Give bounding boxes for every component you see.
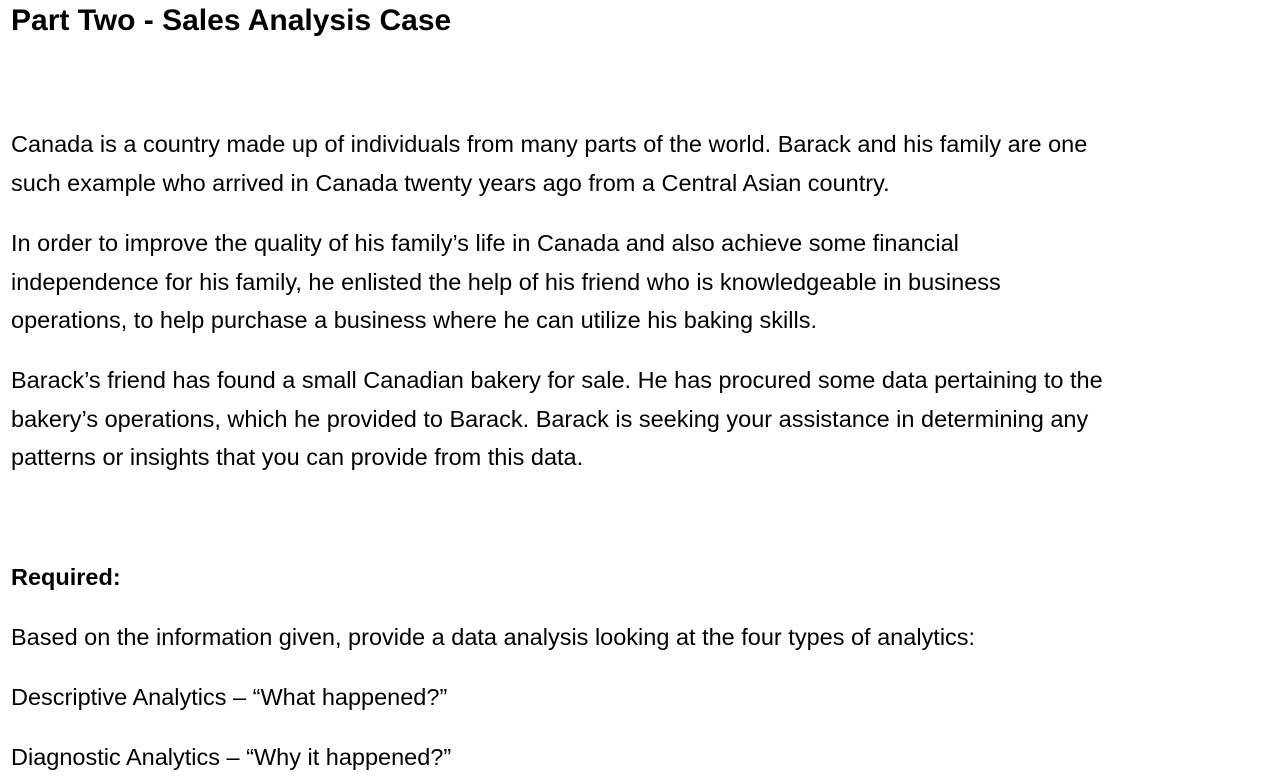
analytics-item-descriptive: Descriptive Analytics – “What happened?” [11,684,448,710]
paragraph-goal [11,224,1269,340]
paragraph-line: operations, to help purchase a business where he can utilize his baking skills. [11,307,817,333]
paragraph-line: Barack’s friend has found a small Canadian bakery for sale. He has procured some data pertaining to the [11,367,1103,393]
paragraph-line: In order to improve the quality of his family’s life in Canada and also achieve some financial [11,230,959,256]
paragraph-line: independence for his family, he enlisted the help of his friend who is knowledgeable in business [11,268,1001,295]
paragraph-line: bakery’s operations, which he provided to Barack. Barack is seeking your assistance in determining any [11,405,1089,432]
paragraph-line: patterns or insights that you can provide from this data. [11,444,584,470]
instruction-text: Based on the information given, provide a data analysis looking at the four types of analytics: [11,624,976,650]
paragraph-line: such example who arrived in Canada twenty years ago from a Central Asian country. [11,169,890,196]
document-title: Part Two - Sales Analysis Case [11,4,452,37]
paragraph-bakery [11,361,1269,477]
paragraph-line: Canada is a country made up of individuals from many parts of the world. Barack and his family are one [11,131,1088,157]
paragraph-intro [11,125,1269,202]
required-heading: Required: [11,564,121,590]
analytics-item-diagnostic: Diagnostic Analytics – “Why it happened?” [11,744,452,770]
